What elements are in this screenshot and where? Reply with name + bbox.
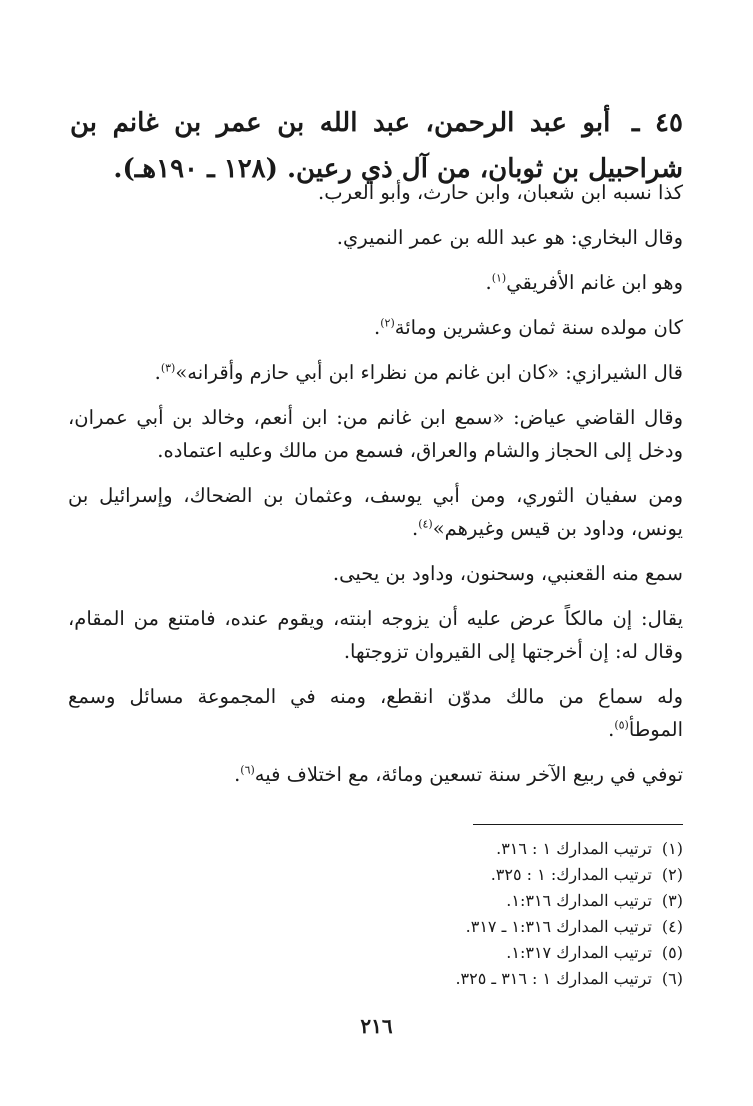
footnote-ref: (٤) [418, 517, 433, 531]
footnote-ref: (٦) [240, 763, 255, 777]
footnote-number: (٤) [661, 917, 683, 936]
paragraph-5: قال الشيرازي: «كان ابن غانم من نظراء ابن أبي حازم وأقرانه»$^{(٣)}$. [154, 361, 683, 384]
footnote-text: ترتيب المدارك ١:٣١٦. [506, 891, 652, 910]
footnote-item [283, 966, 683, 992]
page-number: ٢١٦ [360, 1014, 393, 1038]
paragraph-6: وقال القاضي عياض: «سمع ابن غانم من: ابن أنعم، وخالد بن أبي عمران، ودخل إلى الحجاز والشام والعراق، فسمع من مالك وعليه اعتماده. [68, 406, 683, 462]
paragraph-10: وله سماع من مالك مدوّن انقطع، ومنه في المجموعة مسائل وسمع الموطأ$^{(٥)}$. [68, 685, 683, 741]
footnote-ref: (٥) [614, 718, 629, 732]
paragraph-8: سمع منه القعنبي، وسحنون، وداود بن يحيى. [332, 562, 683, 585]
footnote-number: (٢) [661, 865, 683, 884]
entry-title-text: أبو عبد الرحمن، عبد الله بن عمر بن غانم بن شراحبيل بن ثوبان، من آل ذي رعين. (١٢٨ ـ ١٩٠هـ). [70, 108, 683, 184]
footnote-item [283, 940, 683, 966]
paragraph-9: يقال: إن مالكاً عرض عليه أن يزوجه ابنته، ويقوم عنده، فامتنع من المقام، وقال له: إن أخرجتها إلى القيروان تزوجتها. [68, 607, 683, 663]
footnote-item [283, 836, 683, 862]
footnote-text: ترتيب المدارك: ١ : ٣٢٥. [490, 865, 652, 884]
footnote-text: ترتيب المدارك ١:٣١٦ ـ ٣١٧. [465, 917, 652, 936]
paragraph-4: كان مولده سنة ثمان وعشرين ومائة$^{(٢)}$. [374, 316, 683, 339]
paragraph-1: كذا نسبه ابن شعبان، وابن حارث، وأبو العرب. [318, 181, 683, 204]
footnotes-list [283, 836, 683, 992]
footnote-ref: (٢) [380, 316, 395, 330]
paragraph-3: وهو ابن غانم الأفريقي$^{(١)}$. [485, 271, 683, 294]
footnote-divider [473, 824, 683, 825]
footnote-ref: (١) [491, 271, 507, 285]
footnote-number: (٦) [661, 969, 683, 988]
paragraph-7: ومن سفيان الثوري، ومن أبي يوسف، وعثمان بن الضحاك، وإسرائيل بن يونس، وداود بن قيس وغيرهم»$^{(٤)}$. [68, 484, 683, 540]
footnote-number: (١) [661, 839, 683, 858]
paragraph-11: توفي في ربيع الآخر سنة تسعين ومائة، مع اختلاف فيه$^{(٦)}$. [234, 763, 683, 786]
footnote-item [283, 888, 683, 914]
footnote-item [283, 914, 683, 940]
footnote-text: ترتيب المدارك ١ : ٣١٦ ـ ٣٢٥. [455, 969, 652, 988]
footnote-ref: (٣) [160, 361, 176, 375]
footnote-number: (٥) [661, 943, 683, 962]
entry-body [68, 176, 683, 803]
footnote-text: ترتيب المدارك ١ : ٣١٦. [496, 839, 652, 858]
footnote-text: ترتيب المدارك ١:٣١٧. [506, 943, 652, 962]
entry-number: ٤٥ ـ [631, 108, 683, 138]
paragraph-2: وقال البخاري: هو عبد الله بن عمر النميري. [336, 226, 683, 249]
footnote-number: (٣) [661, 891, 683, 910]
footnote-item [283, 862, 683, 888]
